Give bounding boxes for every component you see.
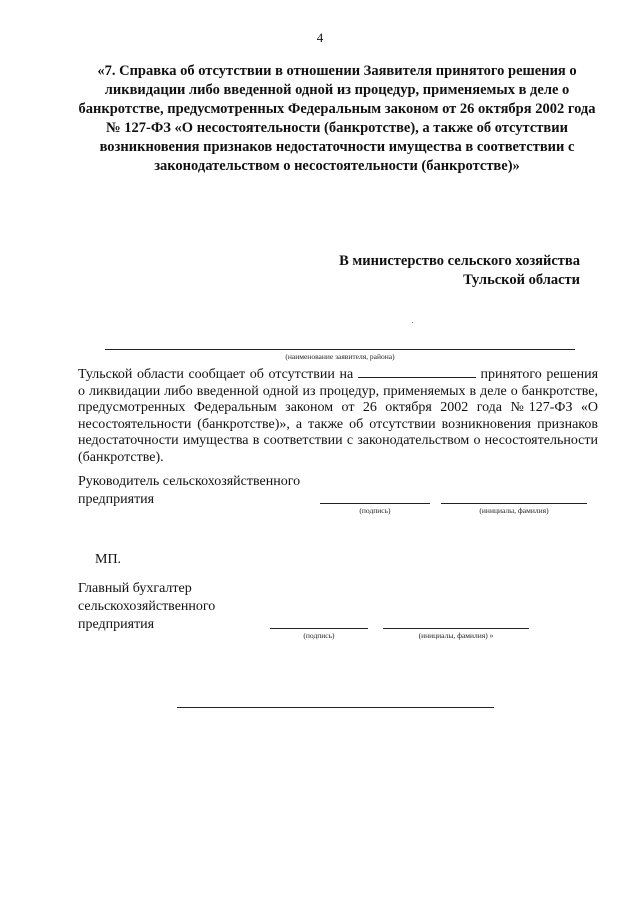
accountant-label-line-3: предприятия bbox=[78, 617, 155, 632]
recipient-line-2: Тульской области bbox=[463, 272, 580, 288]
accountant-signature-field[interactable] bbox=[270, 628, 368, 629]
head-label-line-2: предприятия bbox=[78, 492, 155, 507]
accountant-name-field[interactable] bbox=[383, 628, 529, 629]
body-text-rest: принятого решения о ликвидации либо введенной одной из процедур, применяемых в деле о банкротстве, предусмотренных Федеральным законом от 26 октября 2002 года №127-ФЗ «О несостоятельности (банкротстве)», а также об отсутствии возникновения признаков недостаточности имущества в соответствии с законодательством о несостоятельности (банкротстве). bbox=[78, 367, 599, 465]
recipient-line-1: В министерство сельского хозяйства bbox=[339, 253, 580, 269]
recipient-block bbox=[280, 252, 580, 290]
accountant-label-line-1: Главный бухгалтер bbox=[78, 581, 192, 596]
accountant-label-line-2: сельскохозяйственного bbox=[78, 599, 216, 614]
section-divider bbox=[177, 707, 494, 708]
date-field[interactable] bbox=[358, 366, 476, 378]
scan-speck bbox=[412, 322, 413, 323]
body-paragraph bbox=[78, 366, 598, 466]
applicant-caption: (наименование заявителя, района) bbox=[285, 352, 395, 361]
applicant-name-field[interactable] bbox=[105, 349, 575, 350]
head-name-field[interactable] bbox=[441, 503, 587, 504]
accountant-signature-caption: (подпись) bbox=[303, 631, 335, 640]
body-text-start: Тульской области сообщает об отсутствии на bbox=[78, 367, 354, 382]
head-name-caption: (инициалы, фамилия) bbox=[479, 506, 549, 515]
stamp-label: МП. bbox=[95, 552, 122, 567]
head-label-line-1: Руководитель сельскохозяйственного bbox=[78, 474, 301, 489]
head-signature-field[interactable] bbox=[320, 503, 430, 504]
page-number: 4 bbox=[316, 30, 324, 45]
accountant-name-caption: (инициалы, фамилия) » bbox=[418, 631, 494, 640]
document-title: «7. Справка об отсутствии в отношении Заявителя принятого решения о ликвидации либо введенной одной из процедур, применяемых в деле о банкротстве, предусмотренных Федеральным законом от 26 октября 2002 года № 127-ФЗ «О несостоятельности (банкротстве), а также об отсутствии возникновения признаков недостаточности имущества в соответствии с законодательством о несостоятельности (банкротстве)» bbox=[78, 63, 596, 174]
head-signature-caption: (подпись) bbox=[359, 506, 391, 515]
